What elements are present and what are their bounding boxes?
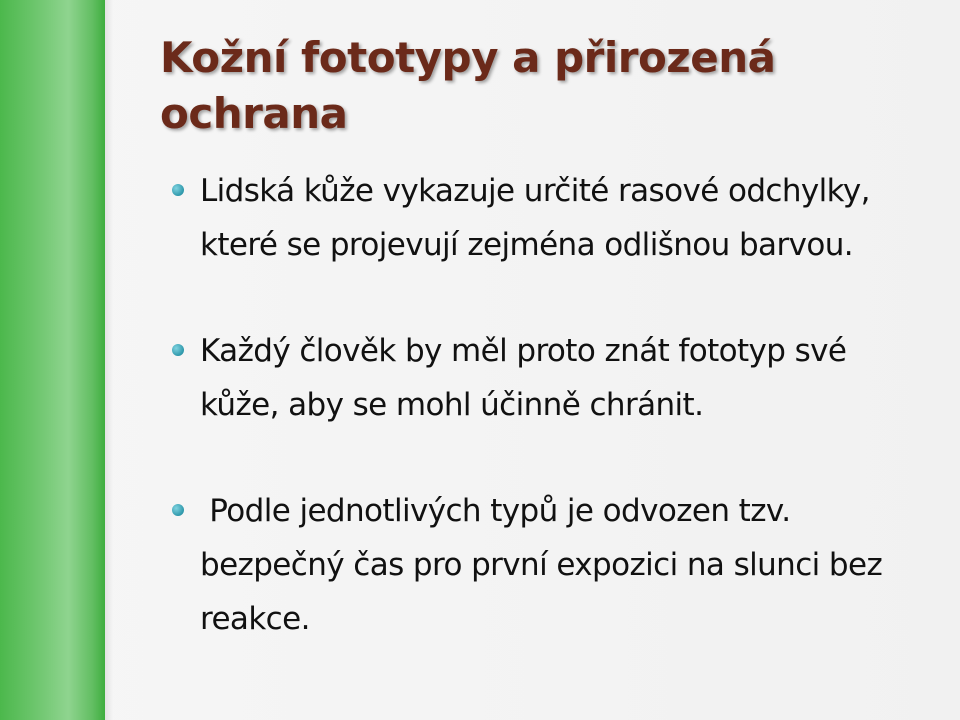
bullet-dot-icon bbox=[172, 344, 184, 356]
green-side-bar bbox=[0, 0, 105, 720]
slide-title: Kožní fototypy a přirozená ochrana bbox=[160, 33, 776, 138]
bullet-item bbox=[168, 324, 928, 432]
side-bar-shadow bbox=[105, 0, 113, 720]
bullet-list bbox=[168, 164, 928, 646]
bullet-text: Lidská kůže vykazuje určité rasové odchylky, které se projevují zejména odlišnou barvou. bbox=[200, 173, 870, 263]
bullet-text: Podle jednotlivých typů je odvozen tzv. bezpečný čas pro první expozici na slunci bez reakce. bbox=[200, 493, 892, 637]
bullet-item bbox=[168, 164, 928, 272]
bullet-dot-icon bbox=[172, 504, 184, 516]
bullet-dot-icon bbox=[172, 184, 184, 196]
bullet-text: Každý člověk by měl proto znát fototyp své kůže, aby se mohl účinně chránit. bbox=[200, 333, 847, 423]
bullet-item bbox=[168, 484, 928, 646]
